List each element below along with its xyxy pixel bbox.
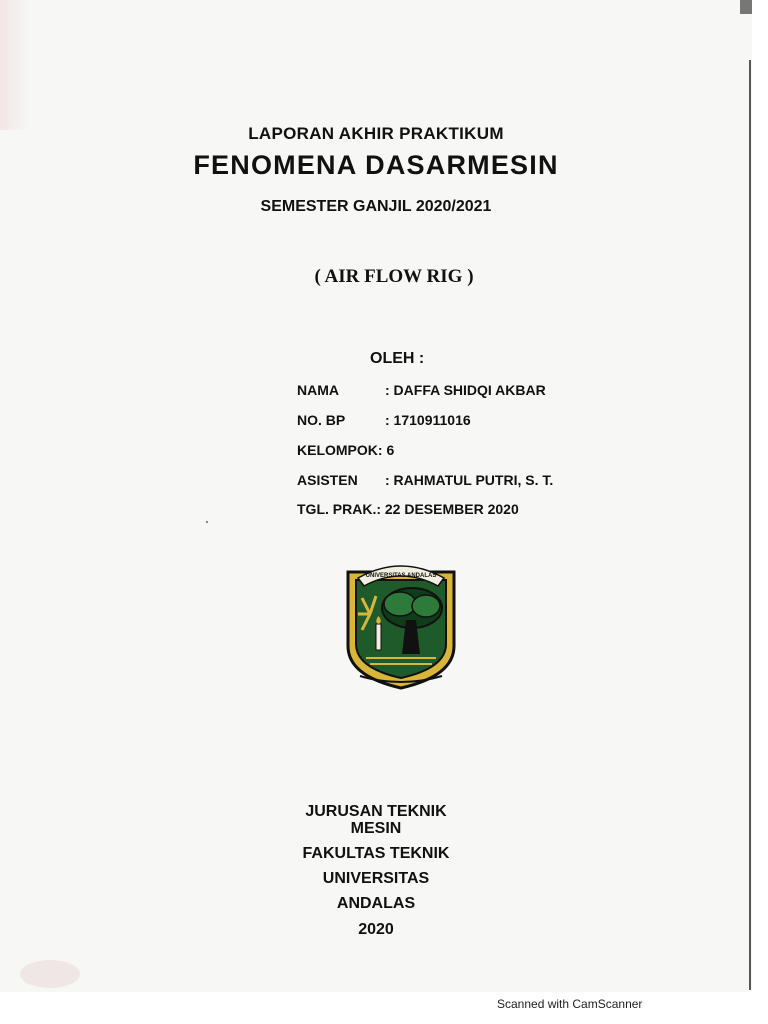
scan-stain [20,960,80,988]
info-label: NO. BP [297,412,346,428]
info-label: NAMA [297,382,339,398]
info-value: : 22 DESEMBER 2020 [376,501,519,517]
scanner-watermark: Scanned with CamScanner [497,997,643,1011]
info-label: KELOMPOK [297,442,378,458]
logo-banner-text: UNIVERSITAS ANDALAS [365,573,437,579]
info-row-group [297,442,394,458]
university-line: UNIVERSITAS [322,870,430,887]
scan-speck [206,521,208,523]
info-label: ASISTEN [297,472,358,488]
faculty-name: FAKULTAS TEKNIK [302,845,450,862]
topic-title: ( AIR FLOW RIG ) [314,266,474,287]
by-label: OLEH : [370,350,425,367]
info-value: : 1710911016 [385,412,471,428]
info-value: : RAHMATUL PUTRI, S. T. [385,472,554,488]
university-line: ANDALAS [336,895,416,912]
scan-stain [0,0,30,130]
info-label: TGL. PRAK. [297,501,377,517]
info-value: : 6 [377,442,395,458]
info-row-name [297,382,546,398]
semester-label: SEMESTER GANJIL 2020/2021 [260,198,492,215]
info-value: : DAFFA SHIDQI AKBAR [385,382,546,398]
info-row-student-id [297,412,471,428]
department-line: MESIN [350,820,402,837]
university-logo [340,558,462,690]
info-row-assistant [297,472,553,488]
department-line: JURUSAN TEKNIK [305,803,447,820]
scan-edge [740,0,752,14]
report-year: 2020 [358,921,394,938]
report-type-heading: LAPORAN AKHIR PRAKTIKUM [248,124,504,143]
department-name [0,803,752,837]
course-title: FENOMENA DASARMESIN [193,150,559,180]
info-row-date [297,501,519,517]
